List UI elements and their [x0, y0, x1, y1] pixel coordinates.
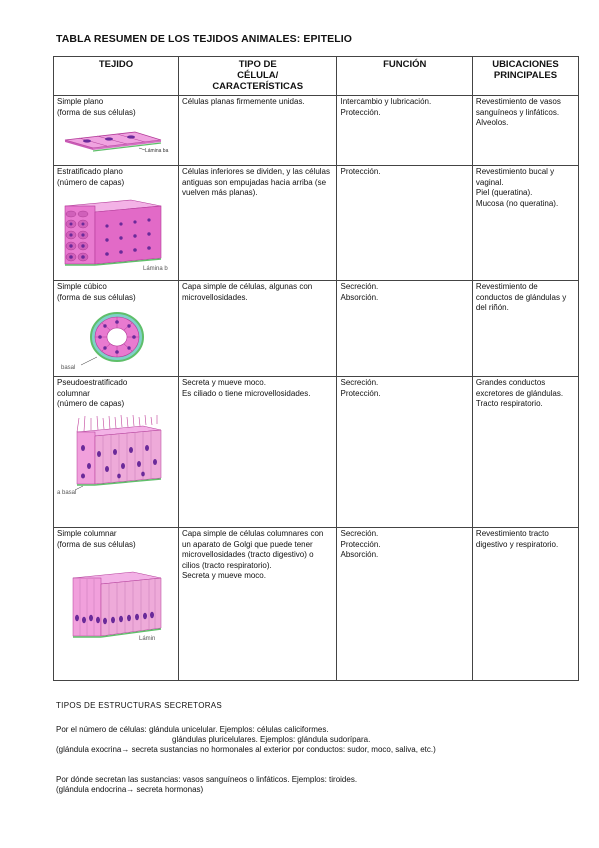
- epithelium-summary-table: [53, 56, 579, 681]
- cell-tejido: [54, 528, 179, 681]
- cell-ubicacion: Revestimiento bucal y vaginal. Piel (queratina). Mucosa (no queratina).: [472, 166, 578, 281]
- cell-tipo: Secreta y mueve moco. Es ciliado o tiene microvellosidades.: [178, 377, 337, 528]
- table-row: [54, 377, 579, 528]
- notes-line: (glándula endocrina→ secreta hormonas): [56, 785, 204, 794]
- table-header-row: [54, 57, 579, 96]
- cell-funcion: Secreción. Absorción.: [337, 281, 472, 377]
- cell-funcion: Secreción. Protección.: [337, 377, 472, 528]
- stratified-squamous-illustration: [57, 192, 169, 272]
- figure-label: Lámina ba: [145, 148, 169, 154]
- figure-label: basal: [61, 365, 76, 371]
- cell-ubicacion: Revestimiento tracto digestivo y respiratorio.: [472, 528, 578, 681]
- simple-cuboidal-illustration: [57, 307, 169, 371]
- document-title: TABLA RESUMEN DE LOS TEJIDOS ANIMALES: EPITELIO: [56, 33, 352, 45]
- pseudostratified-columnar-illustration: [57, 414, 169, 498]
- notes-line: glándulas pluricelulares. Ejemplos: glándula sudorípara.: [172, 735, 371, 744]
- tissue-name: Estratificado plano (número de capas): [57, 167, 125, 187]
- cell-tipo: Capa simple de células columnares con un aparato de Golgi que puede tener microvellosidades (tracto digestivo) o cilios (tracto respiratorio). Secreta y mueve moco.: [178, 528, 337, 681]
- tissue-name: Simple plano (forma de sus células): [57, 97, 136, 117]
- notes-line: Por el número de células: glándula unicelular. Ejemplos: células caliciformes.: [56, 725, 329, 734]
- cell-ubicacion: Revestimiento de vasos sanguíneos y linfáticos. Alveolos.: [472, 96, 578, 166]
- cell-funcion: Intercambio y lubricación. Protección.: [337, 96, 472, 166]
- notes-line: (glándula exocrina→ secreta sustancias no hormonales al exterior por conductos: sudor, moco, saliva, etc.): [56, 745, 436, 754]
- cell-tipo: Células planas firmemente unidas.: [178, 96, 337, 166]
- tissue-name: Simple columnar (forma de sus células): [57, 529, 136, 549]
- cell-tejido: [54, 96, 179, 166]
- cell-tipo: Capa simple de células, algunas con microvellosidades.: [178, 281, 337, 377]
- table-row: [54, 281, 579, 377]
- cell-funcion: Protección.: [337, 166, 472, 281]
- table-row: [54, 96, 579, 166]
- cell-ubicacion: Revestimiento de conductos de glándulas y del riñón.: [472, 281, 578, 377]
- table-row: [54, 166, 579, 281]
- cell-tipo: Células inferiores se dividen, y las células antiguas son empujadas hacia arriba (se vuelven más planas).: [178, 166, 337, 281]
- notes-line: Por dónde secretan las sustancias: vasos sanguíneos o linfáticos. Ejemplos: tiroides.: [56, 775, 358, 784]
- tissue-name: Pseudoestratificado columnar (número de capas): [57, 378, 128, 408]
- header-ubicaciones: UBICACIONES PRINCIPALES: [472, 57, 578, 96]
- header-tejido: TEJIDO: [54, 57, 179, 96]
- cell-tejido: [54, 281, 179, 377]
- notes-heading: TIPOS DE ESTRUCTURAS SECRETORAS: [56, 701, 223, 710]
- tissue-name: Simple cúbico (forma de sus células): [57, 282, 136, 302]
- cell-tejido: [54, 377, 179, 528]
- simple-columnar-illustration: [57, 566, 169, 652]
- simple-squamous-illustration: [57, 122, 169, 154]
- figure-label: a basal: [57, 489, 77, 496]
- header-tipo-celula: TIPO DE CÉLULA/ CARACTERÍSTICAS: [178, 57, 337, 96]
- cell-tejido: [54, 166, 179, 281]
- cell-ubicacion: Grandes conductos excretores de glándulas. Tracto respiratorio.: [472, 377, 578, 528]
- cell-funcion: Secreción. Protección. Absorción.: [337, 528, 472, 681]
- table-row: [54, 528, 579, 681]
- secretory-structures-notes: [56, 701, 576, 795]
- header-funcion: FUNCIÓN: [337, 57, 472, 96]
- figure-label: Lámina b: [143, 266, 168, 272]
- figure-label: Lámin: [139, 636, 156, 642]
